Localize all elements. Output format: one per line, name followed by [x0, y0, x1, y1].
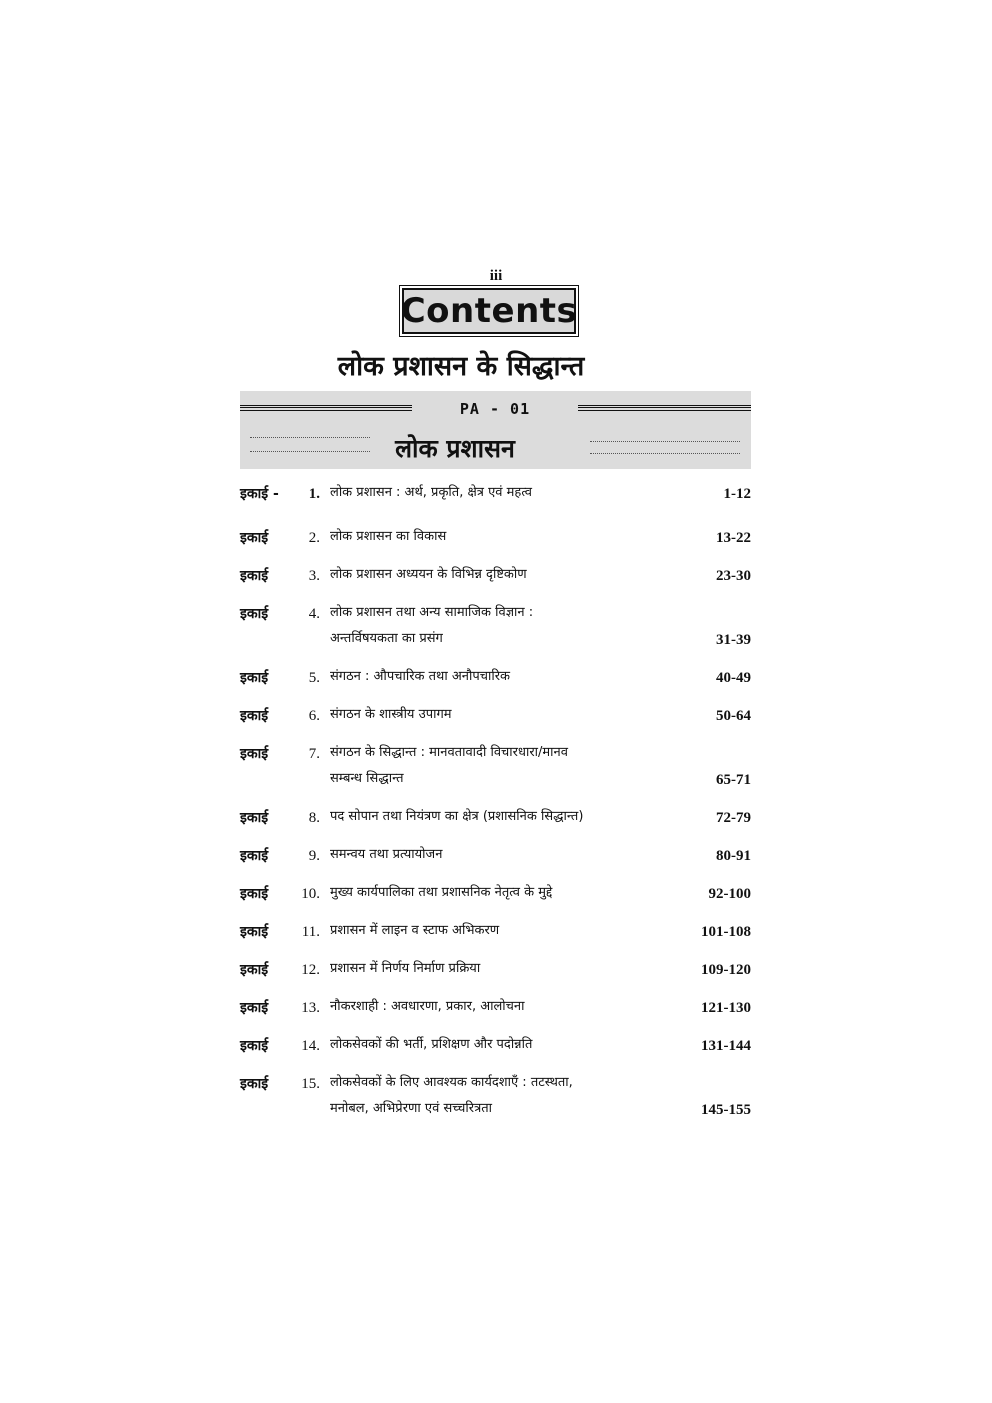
unit-title-line: प्रशासन में लाइन व स्टाफ अभिकरण — [330, 923, 500, 938]
unit-number: 12. — [301, 962, 320, 978]
unit-number: 13. — [301, 1000, 320, 1016]
unit-title-line: पद सोपान तथा नियंत्रण का क्षेत्र (प्रशासनिक सिद्धान्त) — [330, 809, 584, 824]
unit-label: इकाई — [240, 848, 269, 864]
unit-title — [330, 1032, 675, 1058]
unit-title-line: संगठन : औपचारिक तथा अनौपचारिक — [330, 669, 511, 684]
unit-number: 2. — [308, 530, 320, 546]
unit-title — [330, 664, 675, 690]
unit-label: इकाई — [240, 568, 269, 584]
unit-number: 7. — [308, 746, 320, 762]
unit-title-line: नौकरशाही : अवधारणा, प्रकार, आलोचना — [330, 999, 525, 1014]
unit-label: इकाई — [240, 606, 269, 622]
unit-title — [330, 562, 675, 588]
unit-title-line: अन्तर्विषयकता का प्रसंग — [330, 631, 443, 646]
page-range: 13-22 — [716, 530, 751, 546]
toc-entry — [240, 880, 751, 906]
toc-entry — [240, 702, 751, 728]
page-range: 121-130 — [701, 1000, 751, 1016]
unit-number: 3. — [308, 568, 320, 584]
unit-title — [330, 480, 675, 506]
toc-entry — [240, 524, 751, 550]
page-range: 31-39 — [716, 632, 751, 648]
unit-label: इकाई — [240, 746, 269, 762]
unit-label: इकाई — [240, 1000, 269, 1016]
unit-number: 6. — [308, 708, 320, 724]
unit-number: 1. — [308, 486, 320, 502]
unit-number: 8. — [308, 810, 320, 826]
page-range: 23-30 — [716, 568, 751, 584]
unit-label: इकाई — [240, 962, 269, 978]
unit-title — [330, 524, 675, 550]
toc-entry — [240, 740, 751, 792]
unit-title-line: संगठन के शास्त्रीय उपागम — [330, 707, 452, 722]
unit-title-line: प्रशासन में निर्णय निर्माण प्रक्रिया — [330, 961, 481, 976]
unit-label: इकाई — [240, 1038, 269, 1054]
toc-entry — [240, 956, 751, 982]
unit-title-line: लोक प्रशासन तथा अन्य सामाजिक विज्ञान : — [330, 605, 534, 620]
unit-number: 14. — [301, 1038, 320, 1054]
unit-label: इकाई - — [240, 486, 279, 502]
unit-title-line: सम्बन्ध सिद्धान्त — [330, 771, 404, 786]
unit-title — [330, 740, 675, 792]
page-range: 101-108 — [701, 924, 751, 940]
page-range: 92-100 — [708, 886, 751, 902]
unit-title — [330, 956, 675, 982]
page-range: 40-49 — [716, 670, 751, 686]
unit-label: इकाई — [240, 530, 269, 546]
unit-title — [330, 842, 675, 868]
unit-title — [330, 994, 675, 1020]
rule-left — [240, 405, 412, 411]
unit-label: इकाई — [240, 886, 269, 902]
unit-label: इकाई — [240, 670, 269, 686]
unit-number: 4. — [308, 606, 320, 622]
page-range: 72-79 — [716, 810, 751, 826]
toc-entry — [240, 1070, 751, 1122]
page-range: 80-91 — [716, 848, 751, 864]
page-range: 131-144 — [701, 1038, 751, 1054]
toc-entry — [240, 480, 751, 506]
toc-entry — [240, 804, 751, 830]
toc-entry — [240, 562, 751, 588]
unit-title — [330, 702, 675, 728]
unit-title — [330, 880, 675, 906]
unit-label: इकाई — [240, 810, 269, 826]
paper-code: PA - 01 — [459, 400, 531, 418]
unit-title-line: लोकसेवकों के लिए आवश्यक कार्यदशाएँ : तटस्थता, — [330, 1075, 573, 1090]
unit-label: इकाई — [240, 924, 269, 940]
unit-number: 11. — [301, 924, 320, 940]
unit-title — [330, 804, 675, 830]
paper-banner — [240, 391, 751, 469]
page-range: 65-71 — [716, 772, 751, 788]
unit-title-line: लोकसेवकों की भर्ती, प्रशिक्षण और पदोन्नति — [330, 1037, 533, 1052]
unit-title-line: मुख्य कार्यपालिका तथा प्रशासनिक नेतृत्व के मुद्दे — [330, 885, 553, 900]
unit-title — [330, 1070, 675, 1122]
unit-title-line: समन्वय तथा प्रत्यायोजन — [330, 847, 443, 862]
unit-title-line: संगठन के सिद्धान्त : मानवतावादी विचारधारा/मानव — [330, 745, 568, 760]
page-range: 50-64 — [716, 708, 751, 724]
toc-entry — [240, 918, 751, 944]
section-title: लोक प्रशासन — [395, 434, 515, 463]
unit-label: इकाई — [240, 1076, 269, 1092]
unit-title — [330, 600, 675, 652]
toc-entry — [240, 664, 751, 690]
unit-title — [330, 918, 675, 944]
unit-title-line: लोक प्रशासन : अर्थ, प्रकृति, क्षेत्र एवं महत्व — [330, 485, 533, 500]
toc-entry — [240, 994, 751, 1020]
page-number: iii — [489, 268, 503, 284]
contents-heading — [402, 288, 576, 334]
unit-label: इकाई — [240, 708, 269, 724]
contents-heading-text: Contents — [400, 291, 578, 331]
page-range: 109-120 — [701, 962, 751, 978]
book-title: लोक प्रशासन के सिद्धान्त — [337, 351, 585, 382]
unit-title-line: मनोबल, अभिप्रेरणा एवं सच्चरित्रता — [330, 1101, 493, 1116]
unit-number: 10. — [301, 886, 320, 902]
unit-number: 5. — [308, 670, 320, 686]
unit-title-line: लोक प्रशासन का विकास — [330, 529, 447, 544]
unit-number: 9. — [308, 848, 320, 864]
toc-entry — [240, 1032, 751, 1058]
toc-entry — [240, 600, 751, 652]
rule-right — [578, 405, 751, 411]
page-range: 1-12 — [723, 486, 751, 502]
toc-entry — [240, 842, 751, 868]
page-range: 145-155 — [701, 1102, 751, 1118]
unit-title-line: लोक प्रशासन अध्ययन के विभिन्न दृष्टिकोण — [330, 567, 527, 582]
unit-number: 15. — [301, 1076, 320, 1092]
